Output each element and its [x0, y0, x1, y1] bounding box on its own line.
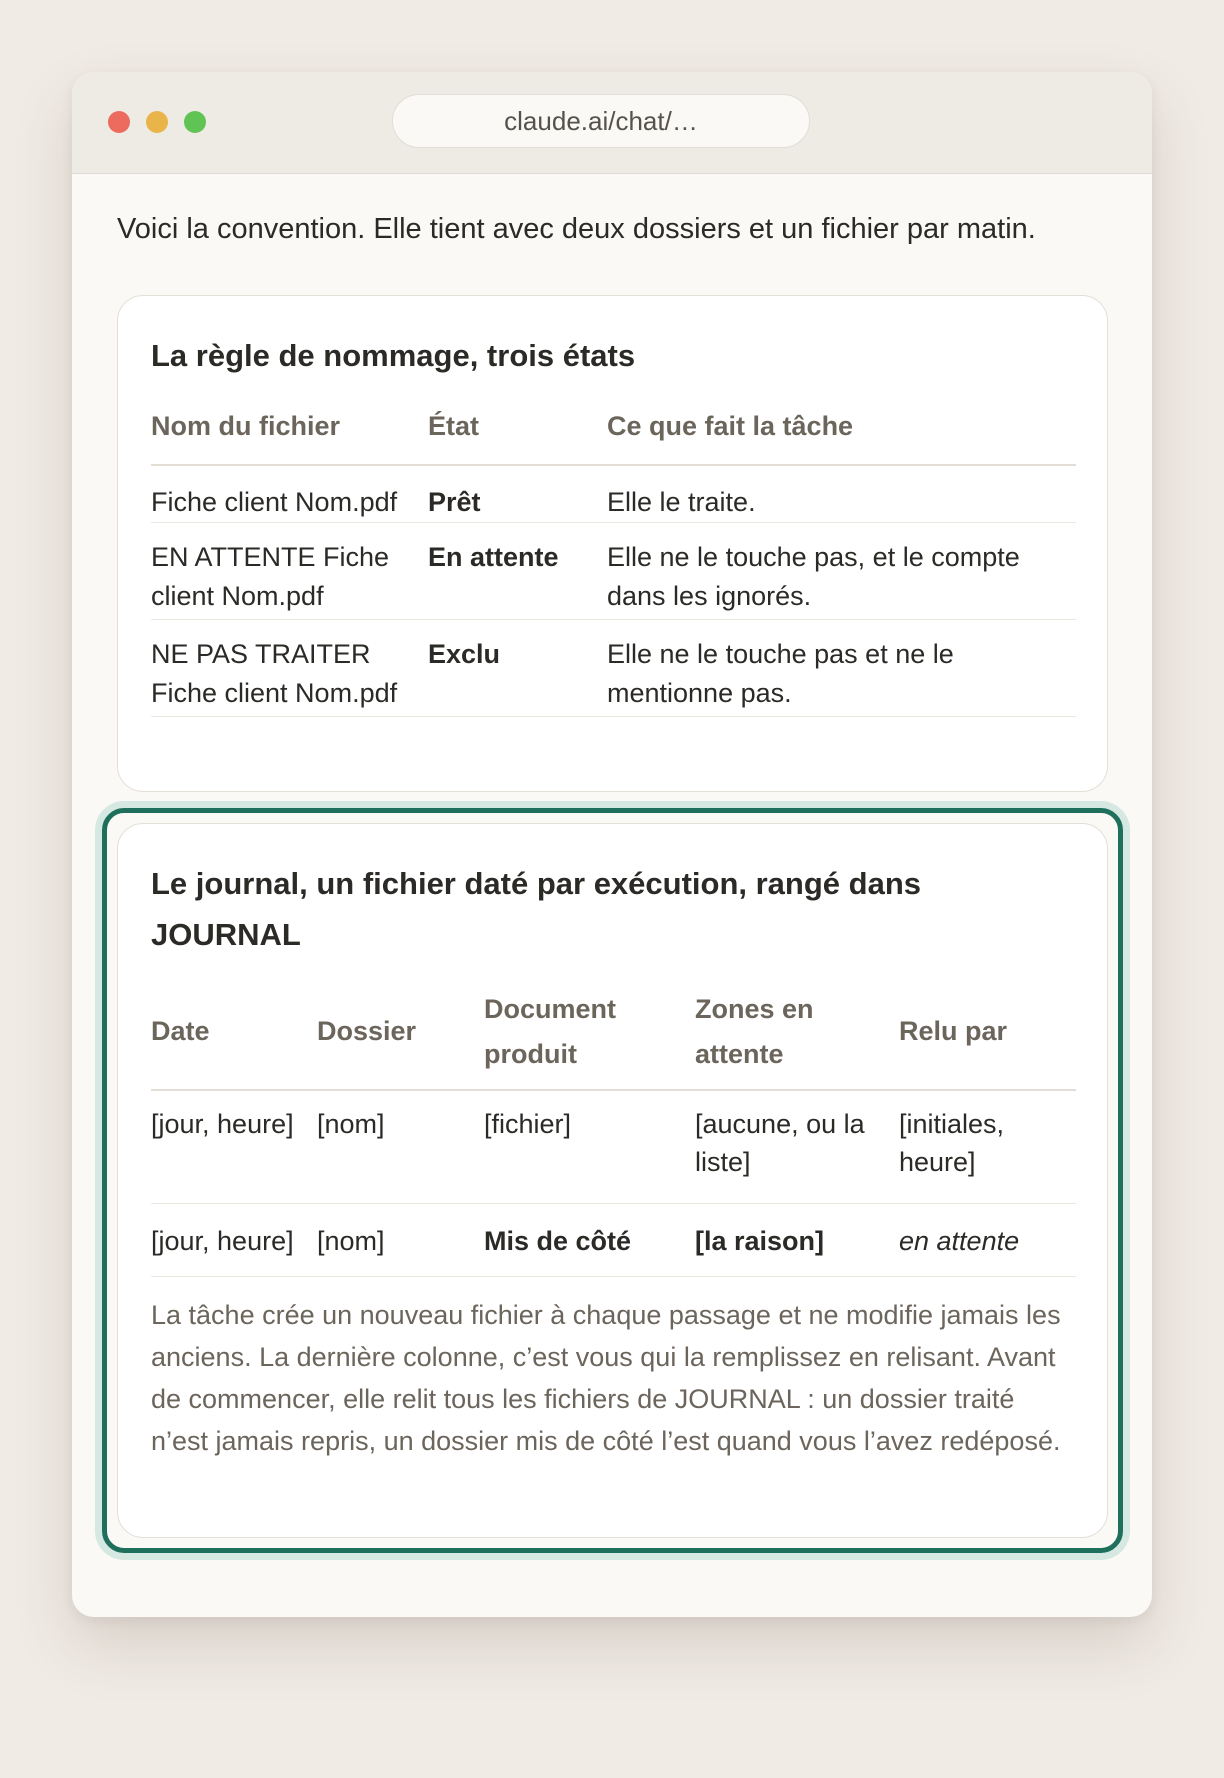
state-cell: Exclu: [428, 620, 607, 717]
minimize-window-button[interactable]: [146, 111, 168, 133]
file-name-cell: Fiche client Nom.pdf: [151, 465, 428, 523]
action-cell: Elle le traite.: [607, 465, 1076, 523]
column-header: Nom du fichier: [151, 388, 428, 465]
column-header: Dossier: [317, 974, 484, 1090]
close-window-button[interactable]: [108, 111, 130, 133]
column-header: Relu par: [899, 974, 1076, 1090]
column-header: État: [428, 388, 607, 465]
folder-cell: [nom]: [317, 1090, 484, 1203]
maximize-window-button[interactable]: [184, 111, 206, 133]
pending-zones-cell: [aucune, ou la liste]: [695, 1090, 899, 1203]
reviewed-by-cell: en attente: [899, 1203, 1076, 1276]
naming-rule-table: [151, 388, 1076, 717]
state-cell: En attente: [428, 523, 607, 620]
document-cell: [fichier]: [484, 1090, 695, 1203]
folder-cell: [nom]: [317, 1203, 484, 1276]
journal-title: Le journal, un fichier daté par exécution, rangé dans JOURNAL: [151, 866, 922, 952]
table-row: [151, 465, 1076, 523]
column-header: Zones en attente: [695, 974, 899, 1090]
table-header-row: [151, 974, 1076, 1090]
state-cell: Prêt: [428, 465, 607, 523]
naming-rule-title: La règle de nommage, trois états: [151, 338, 636, 373]
table-row: [151, 1090, 1076, 1203]
pending-zones-cell: [la raison]: [695, 1203, 899, 1276]
file-name-cell: EN ATTENTE Fiche client Nom.pdf: [151, 523, 428, 620]
journal-table: [151, 974, 1076, 1277]
table-row: [151, 523, 1076, 620]
browser-window: [72, 72, 1152, 1617]
date-cell: [jour, heure]: [151, 1090, 317, 1203]
address-bar[interactable]: claude.ai/chat/…: [392, 94, 810, 148]
table-row: [151, 620, 1076, 717]
intro-text: Voici la convention. Elle tient avec deux dossiers et un fichier par matin.: [117, 213, 1036, 245]
date-cell: [jour, heure]: [151, 1203, 317, 1276]
file-name-cell: NE PAS TRAITER Fiche client Nom.pdf: [151, 620, 428, 717]
document-cell: Mis de côté: [484, 1203, 695, 1276]
table-header-row: [151, 388, 1076, 465]
naming-rule-card: [117, 295, 1108, 792]
column-header: Date: [151, 974, 317, 1090]
column-header: Document produit: [484, 974, 695, 1090]
action-cell: Elle ne le touche pas, et le compte dans les ignorés.: [607, 523, 1076, 620]
title-bar: [72, 72, 1152, 174]
column-header: Ce que fait la tâche: [607, 388, 1076, 465]
table-row: [151, 1203, 1076, 1276]
action-cell: Elle ne le touche pas et ne le mentionne pas.: [607, 620, 1076, 717]
journal-footnote: La tâche crée un nouveau fichier à chaque passage et ne modifie jamais les anciens. La dernière colonne, c’est vous qui la remplissez en relisant. Avant de commencer, elle relit tous les fichiers de JOURNAL : un dossier traité n’est jamais repris, un dossier mis de côté l’est quand vous l’avez redéposé.: [151, 1300, 1061, 1456]
journal-card: [117, 823, 1108, 1538]
reviewed-by-cell: [initiales, heure]: [899, 1090, 1076, 1203]
